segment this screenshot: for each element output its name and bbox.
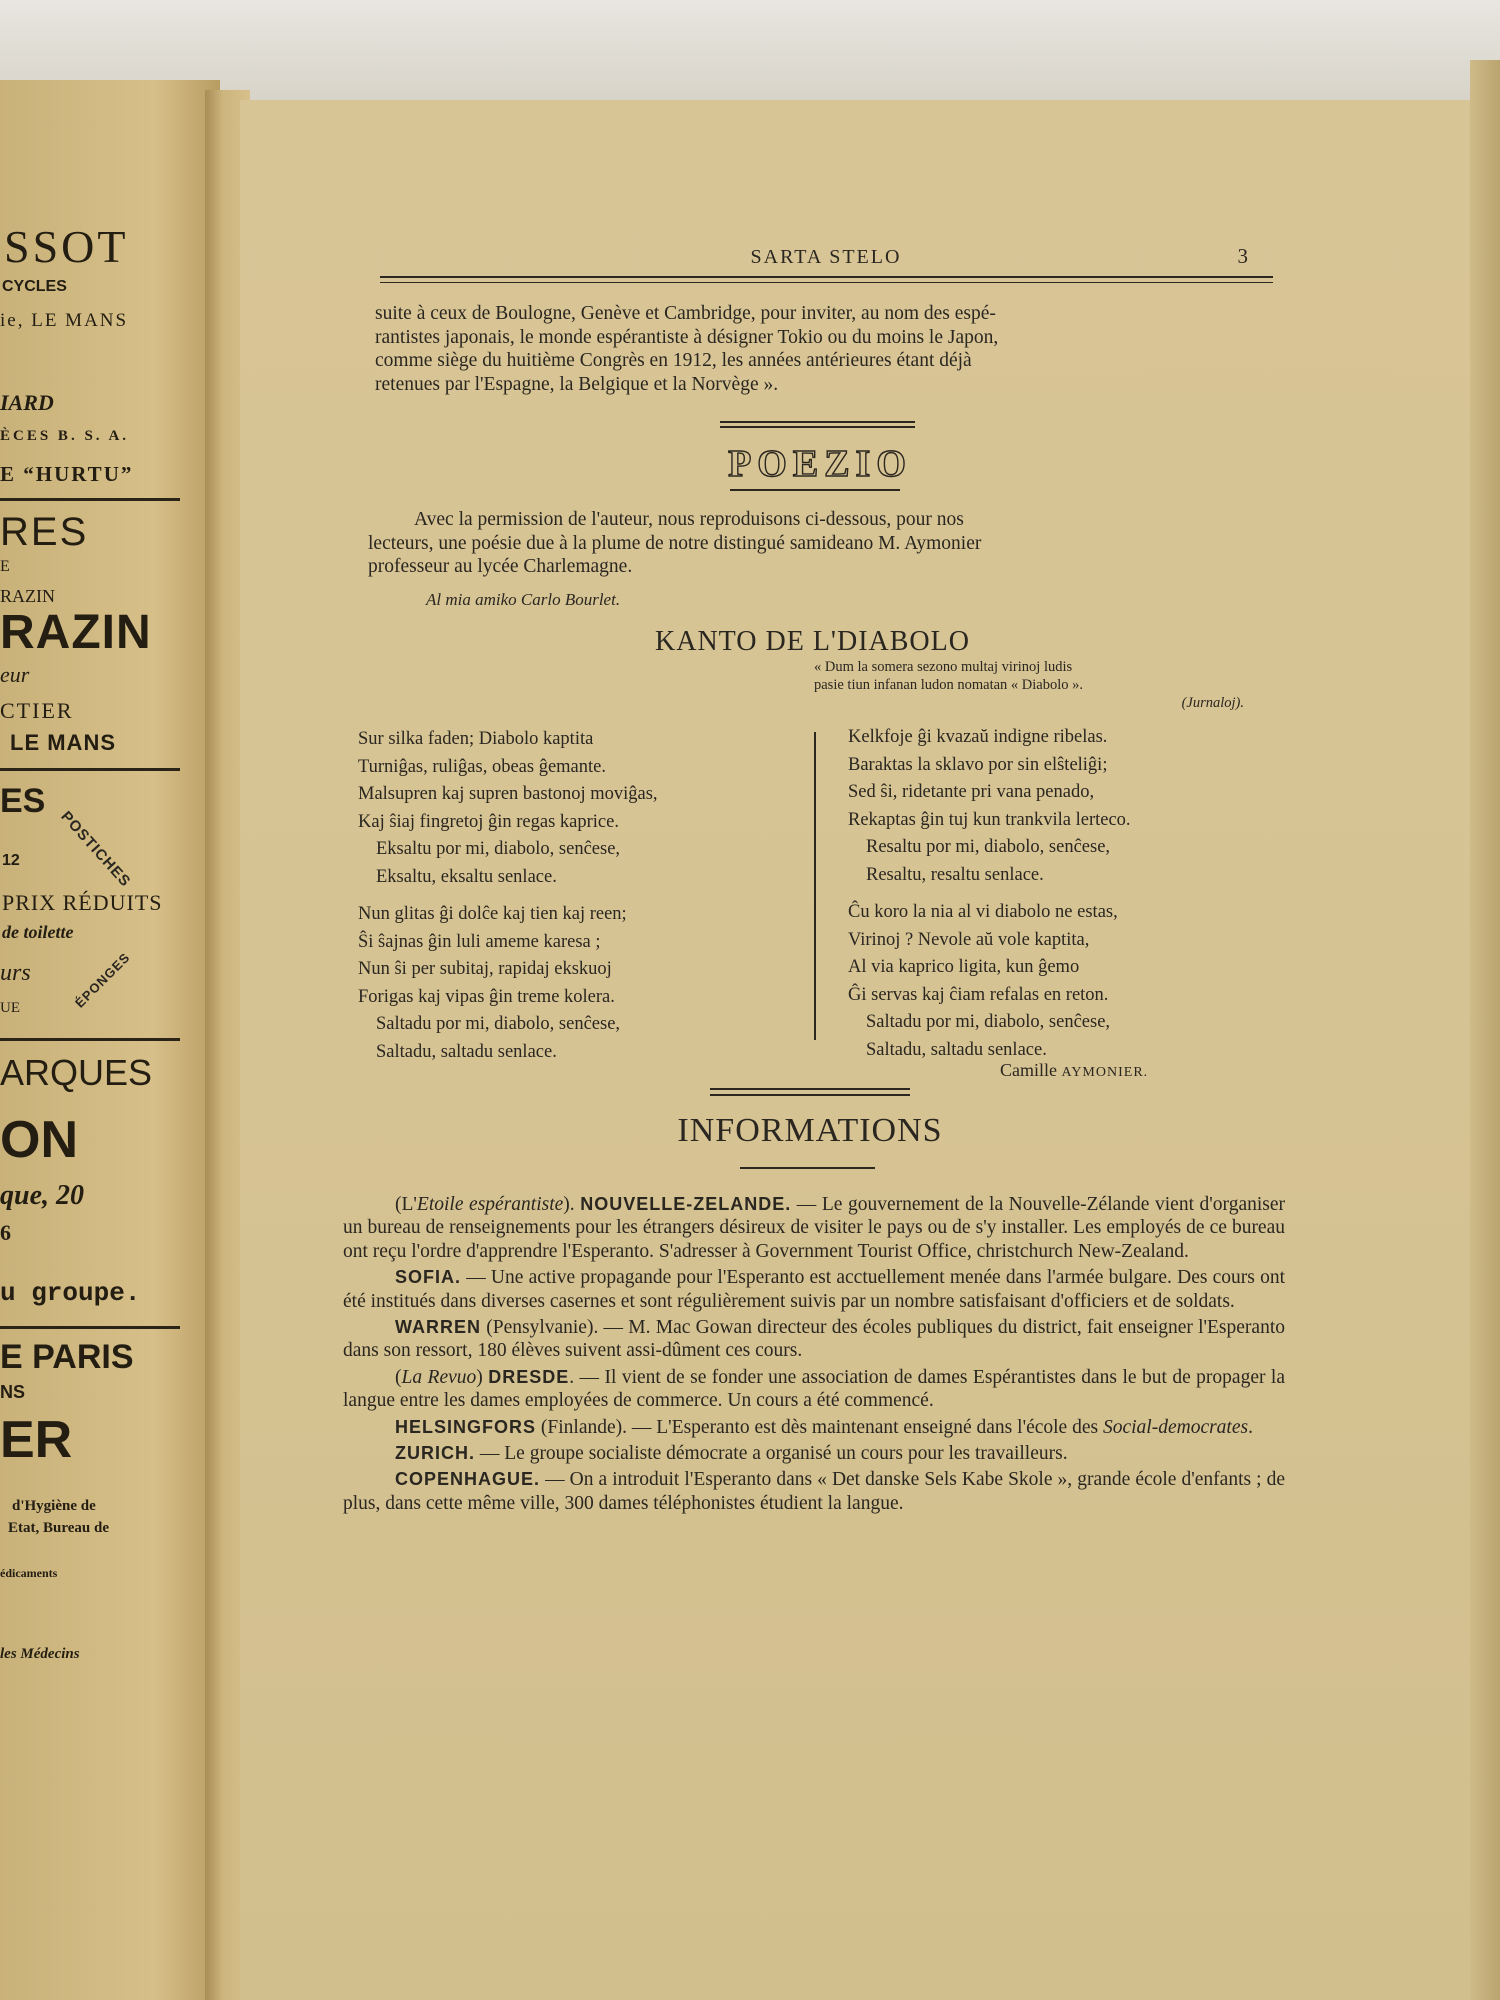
ad-text: RAZIN xyxy=(0,606,152,659)
ad-text: ARQUES xyxy=(0,1052,153,1093)
ad-text: ie, LE MANS xyxy=(0,310,129,331)
text-line: Avec la permission de l'auteur, nous reproduisons ci-dessous, pour nos xyxy=(414,509,964,530)
poem-line: Forigas kaj vipas ĝin treme kolera. xyxy=(358,986,615,1007)
source-bracket: (L' xyxy=(395,1194,417,1215)
poem-title: KANTO DE L'DIABOLO xyxy=(655,626,970,657)
epigraph-line: pasie tiun infanan ludon nomatan « Diabolo ». xyxy=(814,677,1084,693)
ad-text: ON xyxy=(0,1111,78,1169)
section-heading-informations: INFORMATIONS xyxy=(677,1112,943,1149)
ad-text: les Médecins xyxy=(0,1646,80,1662)
poem-line: Malsupren kaj supren bastonoj moviĝas, xyxy=(358,784,658,804)
refrain-line: Resaltu, resaltu senlace. xyxy=(866,864,1044,885)
ad-text: de toilette xyxy=(2,922,74,942)
ad-text: POSTICHES xyxy=(57,808,135,891)
refrain-line: Saltadu por mi, diabolo, senĉese, xyxy=(376,1014,621,1034)
page-number: 3 xyxy=(1237,244,1248,268)
ad-text: 12 xyxy=(2,852,20,869)
poezio-intro xyxy=(368,508,1276,579)
ad-text: PRIX RÉDUITS xyxy=(2,890,163,915)
news-item xyxy=(343,1468,1285,1515)
intro-paragraph xyxy=(375,302,1275,396)
news-text: (Pensylvanie). — M. Mac Gowan directeur des écoles publiques du district, fait enseigner l'Esperanto dans son ressort, 180 élèves suivent assi-dûment ces cours. xyxy=(343,1317,1285,1362)
news-text: — On a introduit l'Esperanto dans « Det danske Sels Kabe Skole », grande école d'enfants ; de plus, dans cette même ville, 300 dames téléphonistes étudient la langue. xyxy=(343,1469,1285,1514)
heading-underline xyxy=(740,1167,875,1169)
text-line: comme siège du huitième Congrès en 1912, les années antérieures étant déjà xyxy=(375,350,972,371)
ad-text: d'Hygiène de xyxy=(12,1498,96,1514)
running-header xyxy=(380,246,1272,274)
text-line: retenues par l'Espagne, la Belgique et la Norvège ». xyxy=(375,373,779,395)
ad-text: RES xyxy=(0,510,89,554)
poem-line: Nun glitas ĝi dolĉe kaj tien kaj reen; xyxy=(358,904,627,924)
poem-line: Ŝi ŝajnas ĝin luli ameme karesa ; xyxy=(358,931,601,952)
text-line: suite à ceux de Boulogne, Genève et Cambridge, pour inviter, au nom des espé- xyxy=(375,303,996,324)
poem-line: Nun ŝi per subitaj, rapidaj ekskuoj xyxy=(358,959,612,979)
news-item xyxy=(343,1416,1285,1439)
ad-text: ES xyxy=(0,782,46,820)
column-divider xyxy=(814,732,816,1040)
news-place: NOUVELLE-ZELANDE. xyxy=(580,1194,792,1214)
ad-divider xyxy=(0,1038,180,1041)
news-list xyxy=(343,1193,1285,1518)
news-source: Etoile espérantiste xyxy=(416,1194,564,1215)
section-divider xyxy=(720,426,915,428)
author-first-name: Camille xyxy=(1000,1060,1057,1080)
author-last-name: AYMONIER. xyxy=(1061,1065,1149,1080)
news-item xyxy=(343,1366,1285,1413)
ad-text: IARD xyxy=(0,390,54,415)
source-bracket: ) xyxy=(476,1366,489,1388)
ad-text: UE xyxy=(0,1000,20,1016)
news-source: La Revuo xyxy=(401,1366,477,1388)
refrain-line: Saltadu por mi, diabolo, senĉese, xyxy=(866,1012,1111,1032)
ad-text: ER xyxy=(0,1411,73,1469)
ad-text: u groupe. xyxy=(0,1278,141,1308)
ad-divider xyxy=(0,1326,180,1329)
news-text: — Le gouvernement de la Nouvelle-Zélande vient d'organiser un bureau de renseignements pour les étrangers désireux de visiter le pays ou de s'y installer. Les employés de ce bureau ont reçu l'ordre d'apprendre l'Esperanto. S'adresser à Government Tourist Office, christchurch New-Zealand. xyxy=(343,1194,1286,1262)
source-bracket: ( xyxy=(395,1366,402,1388)
left-page-ads xyxy=(0,80,220,2000)
text-line: professeur au lycée Charlemagne. xyxy=(368,556,633,577)
refrain-line: Saltadu, saltadu senlace. xyxy=(866,1039,1047,1060)
news-emphasis: Social-democrates xyxy=(1102,1416,1249,1438)
ad-divider xyxy=(0,768,180,771)
journal-title: SARTA STELO xyxy=(750,246,902,268)
poem-line: Ĉu koro la nia al vi diabolo ne estas, xyxy=(848,902,1118,922)
ad-text: E PARIS xyxy=(0,1338,134,1376)
news-place: HELSINGFORS xyxy=(395,1416,537,1437)
poem-column-right xyxy=(848,724,1131,1064)
refrain-line: Resaltu por mi, diabolo, senĉese, xyxy=(866,837,1111,857)
header-rule xyxy=(380,276,1273,278)
source-bracket: ). xyxy=(563,1194,575,1215)
section-divider xyxy=(720,421,915,423)
ad-text: CYCLES xyxy=(2,278,67,295)
ad-text: NS xyxy=(0,1382,26,1402)
section-heading-poezio: POEZIO xyxy=(728,443,912,485)
ad-text: ÈCES B. S. A. xyxy=(0,428,130,444)
refrain-line: Saltadu, saltadu senlace. xyxy=(376,1041,557,1062)
news-text: . — Il vient de se fonder une association de dames Espérantistes dans le but de propager la langue entre les dames employées de commerce. Un cours a été commencé. xyxy=(343,1366,1285,1412)
news-item xyxy=(343,1442,1285,1465)
poem-line: Sed ŝi, ridetante pri vana penado, xyxy=(848,782,1095,802)
ad-text: RAZIN xyxy=(0,586,55,606)
ad-text: eur xyxy=(0,662,30,687)
ad-text: SSOT xyxy=(4,221,129,272)
poem-line: Virinoj ? Nevole aŭ vole kaptita, xyxy=(848,929,1090,950)
news-item xyxy=(343,1266,1285,1313)
news-place: WARREN xyxy=(395,1317,481,1338)
news-text: — Une active propagande pour l'Esperanto est acctuellement menée dans l'armée bulgare. Des cours ont été institués dans diverses casernes et sont régulièrement suivis par un nombre satisfaisant d'officiers et de soldats. xyxy=(343,1267,1285,1312)
heading-underline xyxy=(730,489,900,491)
ad-text: que, 20 xyxy=(0,1180,84,1211)
poem-line: Rekaptas ĝin tuj kun trankvila lerteco. xyxy=(848,809,1131,830)
ad-text: urs xyxy=(0,960,31,986)
news-place: COPENHAGUE. xyxy=(395,1469,541,1490)
header-rule xyxy=(380,282,1273,283)
ad-text: CTIER xyxy=(0,698,74,723)
news-text: (Finlande). — L'Esperanto est dès maintenant enseigné dans l'école des xyxy=(536,1416,1103,1438)
poem-line: Baraktas la sklavo por sin elŝteliĝi; xyxy=(848,754,1108,775)
epigraph xyxy=(814,658,1284,712)
epigraph-line: « Dum la somera sezono multaj virinoj ludis xyxy=(814,659,1073,675)
news-place: DRESDE xyxy=(488,1366,570,1387)
refrain-line: Eksaltu, eksaltu senlace. xyxy=(376,866,557,887)
refrain-line: Eksaltu por mi, diabolo, senĉese, xyxy=(376,839,621,859)
poem-signature xyxy=(1000,1060,1148,1081)
ad-text: LE MANS xyxy=(10,730,116,755)
poem-line: Kaj ŝiaj fingretoj ĝin regas kaprice. xyxy=(358,811,619,832)
ad-text: édicaments xyxy=(0,1566,58,1580)
dedication: Al mia amiko Carlo Bourlet. xyxy=(426,590,621,609)
poem-line: Al via kaprico ligita, kun ĝemo xyxy=(848,957,1080,977)
ad-text: Etat, Bureau de xyxy=(8,1520,109,1536)
poem-line: Sur silka faden; Diabolo kaptita xyxy=(358,729,594,749)
ad-divider xyxy=(0,498,180,501)
stanza-gap xyxy=(848,889,1131,899)
ad-text: ÉPONGES xyxy=(72,949,134,1011)
news-place: ZURICH. xyxy=(395,1443,475,1464)
poem-line: Turniĝas, ruliĝas, obeas ĝemante. xyxy=(358,756,606,777)
poem-column-left xyxy=(358,726,658,1066)
news-text: . xyxy=(1248,1416,1253,1438)
section-divider xyxy=(710,1094,910,1096)
poem-line: Kelkfoje ĝi kvazaŭ indigne ribelas. xyxy=(848,727,1108,747)
news-place: SOFIA. xyxy=(395,1267,462,1288)
epigraph-source: (Jurnaloj). xyxy=(1181,695,1244,711)
ad-text: E “HURTU” xyxy=(0,462,134,486)
section-divider xyxy=(710,1088,910,1090)
text-line: lecteurs, une poésie due à la plume de notre distingué samideano M. Aymonier xyxy=(368,532,982,554)
ad-text: 6 xyxy=(0,1220,11,1245)
stanza-gap xyxy=(358,891,658,901)
news-text: — Le groupe socialiste démocrate a organisé un cours pour les travailleurs. xyxy=(475,1443,1068,1465)
text-line: rantistes japonais, le monde espérantiste à désigner Tokio ou du moins le Japon, xyxy=(375,326,999,348)
page-edge xyxy=(1470,60,1500,2000)
ad-text: E xyxy=(0,558,10,575)
news-item xyxy=(343,1316,1285,1363)
poem-line: Ĝi servas kaj ĉiam refalas en reton. xyxy=(848,984,1109,1005)
news-item xyxy=(343,1193,1285,1263)
